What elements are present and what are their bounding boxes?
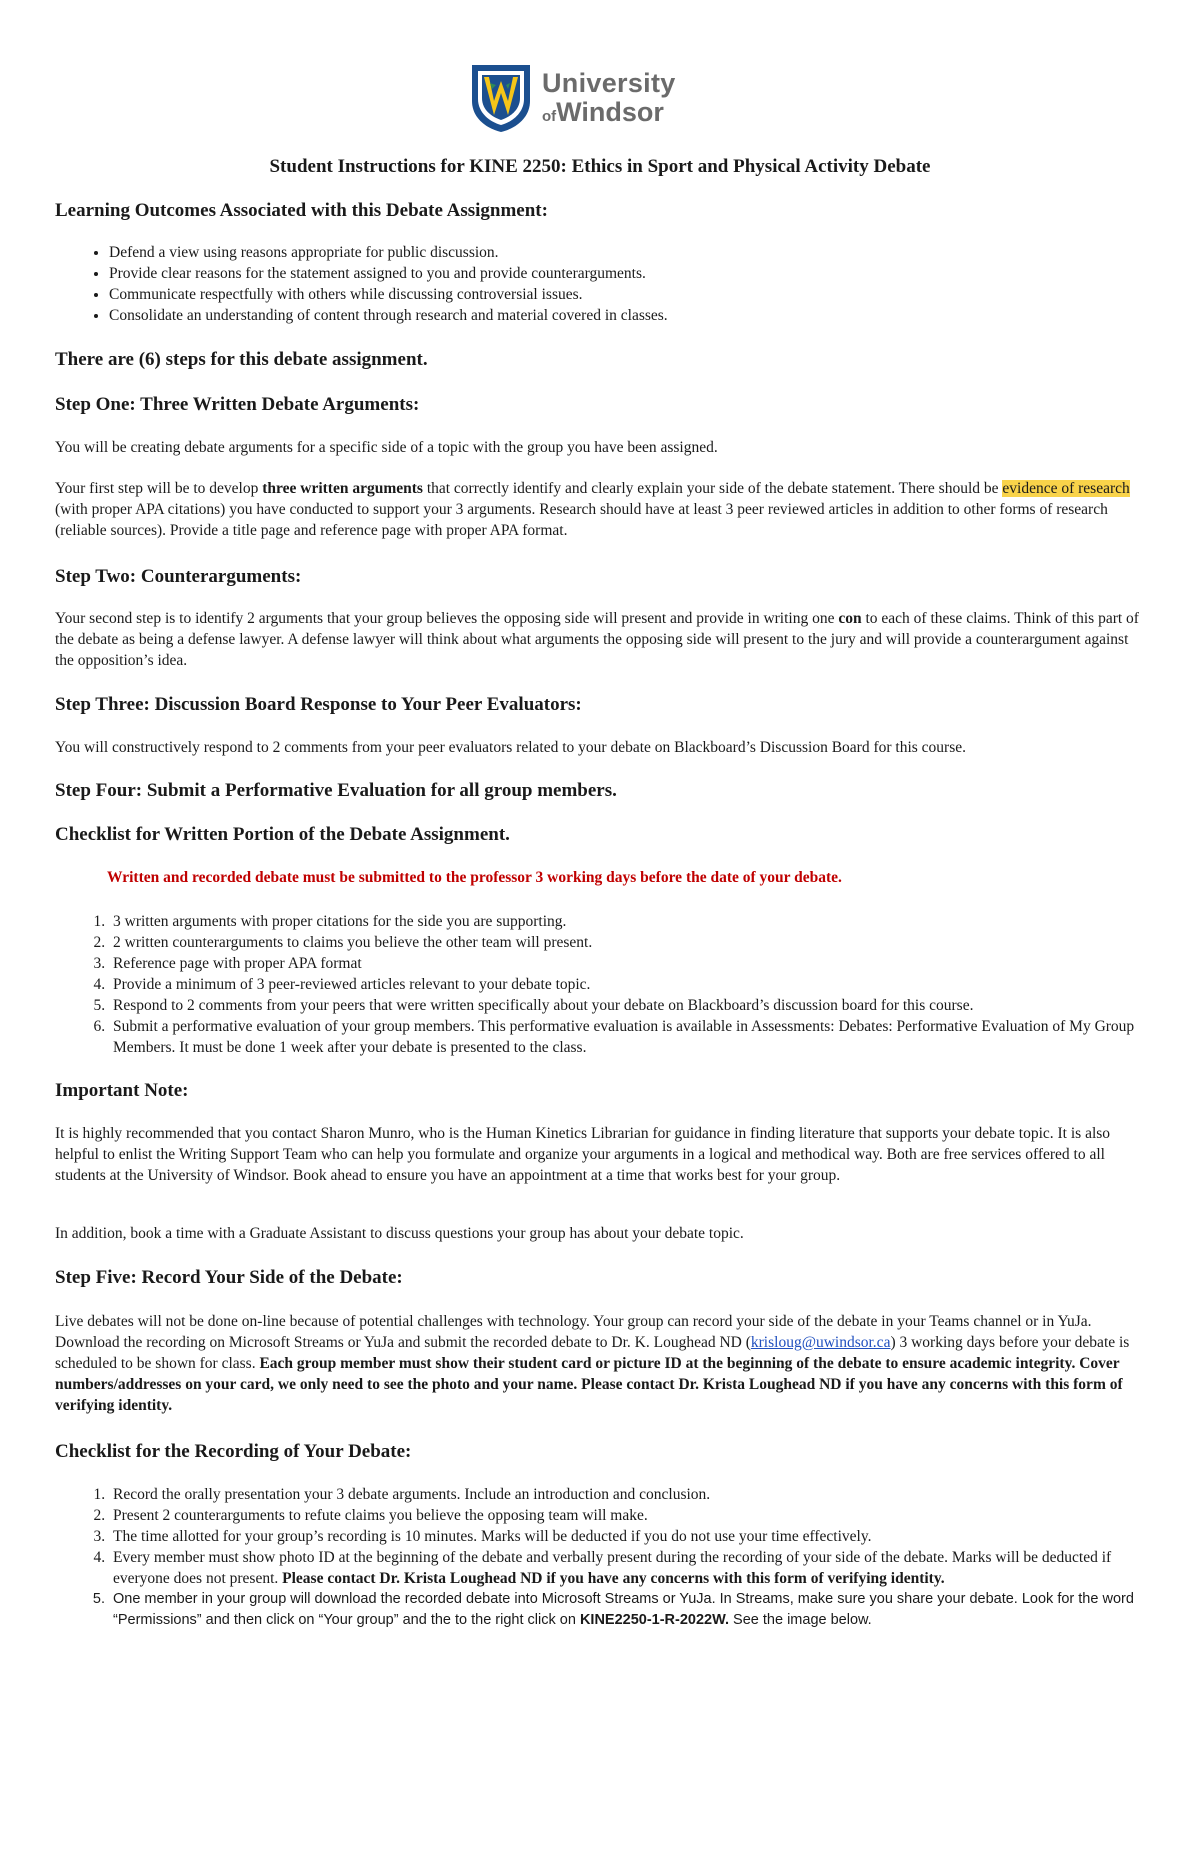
document-title: Student Instructions for KINE 2250: Ethics in Sport and Physical Activity Debate bbox=[269, 156, 931, 177]
important-note-paragraph-1: It is highly recommended that you contact Sharon Munro, who is the Human Kinetics Librarian for guidance in finding literature that supports your debate topic. It is also helpful to enlist the Writing Support Team who can help you formulate and organize your arguments in a logical and methodical way. Both are free services offered to all students at the University of Windsor. Book ahead to ensure you have an appointment at a time that works best for your group. bbox=[55, 1125, 1111, 1184]
step-one-paragraph-2: Your first step will be to develop three written arguments that correctly identify and clearly explain your side of the debate statement. There should be evidence of research (with proper APA citations) you have conducted to support your 3 arguments. Research should have at least 3 peer reviewed articles in addition to other forms of research (reliable sources). Provide a title page and reference page with proper APA format. bbox=[55, 480, 1130, 539]
step-one-heading: Step One: Three Written Debate Arguments: bbox=[55, 394, 420, 415]
steps-intro-heading: There are (6) steps for this debate assignment. bbox=[55, 349, 428, 370]
university-logo bbox=[470, 58, 730, 138]
list-item: 5. One member in your group will download the recorded debate into Microsoft Streams or YuJa. In Streams, make sure you share your debate. Look for the word “Permissions” and then click on “Your group” and the to the right click on KINE2250-1-R-2022W. See the image below. bbox=[109, 1589, 1145, 1631]
list-item: 4. Every member must show photo ID at the beginning of the debate and verbally present during the recording of your side of the debate. Marks will be deducted if everyone does not present. Please contact Dr. Krista Loughead ND if you have any concerns with this form of verifying identity. bbox=[109, 1547, 1145, 1589]
recording-checklist-list bbox=[55, 1484, 1145, 1631]
list-item: 6. Submit a performative evaluation of your group members. This performative evaluation is available in Assessments: Debates: Performative Evaluation of My Group Members. It must be done 1 week after your debate is presented to the class. bbox=[109, 1016, 1145, 1058]
list-item: • Consolidate an understanding of content through research and material covered in classes. bbox=[109, 305, 1145, 326]
list-item: 2. 2 written counterarguments to claims you believe the other team will present. bbox=[109, 932, 1145, 953]
list-item: 5. Respond to 2 comments from your peers that were written specifically about your debate on Blackboard’s discussion board for this course. bbox=[109, 995, 1145, 1016]
logo-windsor-text: Windsor bbox=[556, 97, 664, 127]
step-three-paragraph: You will constructively respond to 2 comments from your peer evaluators related to your debate on Blackboard’s Discussion Board for this course. bbox=[55, 739, 967, 756]
step-three-heading: Step Three: Discussion Board Response to Your Peer Evaluators: bbox=[55, 694, 582, 715]
list-item: 3. Reference page with proper APA format bbox=[109, 953, 1145, 974]
recording-checklist-heading: Checklist for the Recording of Your Debate: bbox=[55, 1441, 412, 1462]
important-note-paragraph-2: In addition, book a time with a Graduate Assistant to discuss questions your group has about your debate topic. bbox=[55, 1225, 744, 1242]
highlighted-text: evidence of research bbox=[1002, 480, 1130, 497]
list-item: 4. Provide a minimum of 3 peer-reviewed articles relevant to your debate topic. bbox=[109, 974, 1145, 995]
important-note-heading: Important Note: bbox=[55, 1080, 189, 1101]
submission-warning: Written and recorded debate must be submitted to the professor 3 working days before the date of your debate. bbox=[107, 869, 842, 886]
list-item: 1. Record the orally presentation your 3 debate arguments. Include an introduction and conclusion. bbox=[109, 1484, 1145, 1505]
list-item: • Communicate respectfully with others while discussing controversial issues. bbox=[109, 284, 1145, 305]
learning-outcomes-heading: Learning Outcomes Associated with this Debate Assignment: bbox=[55, 200, 548, 221]
list-item: 3. The time allotted for your group’s recording is 10 minutes. Marks will be deducted if you do not use your time effectively. bbox=[109, 1526, 1145, 1547]
step-two-heading: Step Two: Counterarguments: bbox=[55, 566, 302, 587]
step-five-paragraph: Live debates will not be done on-line because of potential challenges with technology. Your group can record your side of the debate in your Teams channel or in YuJa. Download the recording on Microsoft Streams or YuJa and submit the recorded debate to Dr. K. Loughead ND (krisloug@uwindsor.ca) 3 working days before your debate is scheduled to be shown for class. Each group member must show their student card or picture ID at the beginning of the debate to ensure academic integrity. Cover numbers/addresses on your card, we only need to see the photo and your name. Please contact Dr. Krista Loughead ND if you have any concerns with this form of verifying identity. bbox=[55, 1313, 1130, 1414]
written-checklist-heading: Checklist for Written Portion of the Debate Assignment. bbox=[55, 824, 510, 845]
written-checklist-list bbox=[55, 911, 1145, 1058]
step-one-paragraph-1: You will be creating debate arguments for a specific side of a topic with the group you have been assigned. bbox=[55, 439, 718, 456]
list-item: • Defend a view using reasons appropriate for public discussion. bbox=[109, 242, 1145, 263]
list-item: 1. 3 written arguments with proper citations for the side you are supporting. bbox=[109, 911, 1145, 932]
logo-of-text: of bbox=[542, 108, 557, 125]
step-five-heading: Step Five: Record Your Side of the Debate: bbox=[55, 1267, 403, 1288]
learning-outcomes-list bbox=[55, 242, 1145, 326]
list-item: • Provide clear reasons for the statement assigned to you and provide counterarguments. bbox=[109, 263, 1145, 284]
step-four-heading: Step Four: Submit a Performative Evaluation for all group members. bbox=[55, 780, 617, 801]
shield-crest-icon bbox=[470, 63, 532, 133]
step-two-paragraph: Your second step is to identify 2 arguments that your group believes the opposing side will present and provide in writing one con to each of these claims. Think of this part of the debate as being a defense lawyer. A defense lawyer will think about what arguments the opposing side will present to the jury and will provide a counterargument against the opposition’s idea. bbox=[55, 610, 1139, 669]
email-link[interactable]: krisloug@uwindsor.ca bbox=[750, 1334, 891, 1351]
logo-university-text: University bbox=[542, 68, 676, 98]
list-item: 2. Present 2 counterarguments to refute claims you believe the opposing team will make. bbox=[109, 1505, 1145, 1526]
